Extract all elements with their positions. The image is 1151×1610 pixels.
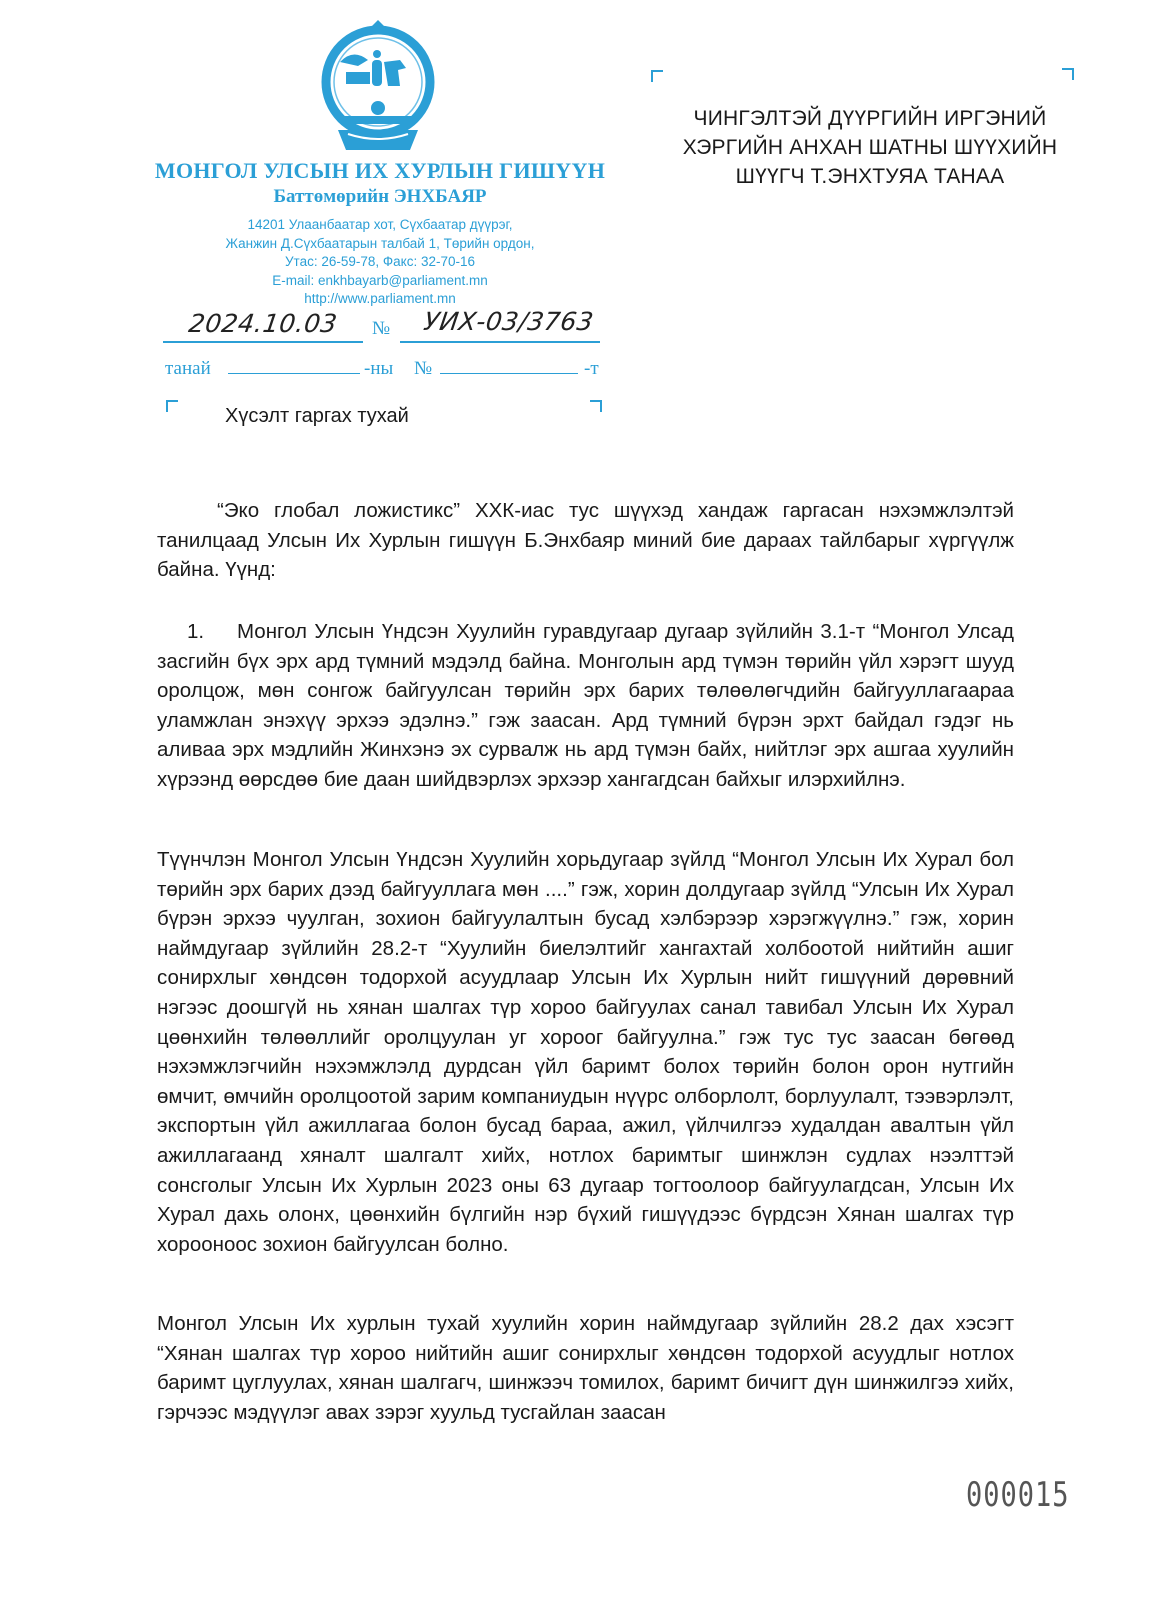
your-suffix: -ны: [364, 358, 394, 379]
page-number-stamp: 000015: [966, 1476, 1070, 1515]
date-field: [163, 311, 363, 343]
address-line: 14201 Улаанбаатар хот, Сүхбаатар дүүрэг,: [247, 217, 513, 232]
list-item-1: [157, 617, 1014, 795]
number-field: [400, 307, 600, 343]
list-item-number: 1.: [187, 620, 205, 643]
paragraph-3-text: Монгол Улсын Их хурлын тухай хуулийн хорин наймдугаар зүйлийн 28.2 дах хэсэгт “Хянан шалгах түр хороо нийтийн ашиг сонирхлыг хөндсөн тодорхой асуудлыг нотлох баримт цуглуулах, хянан шалгагч, шинжээч томилох, баримт бичигт дүн шинжилгээ хийх, гэрчээс мэдүүлэг авах зэрэг хуульд тусгайлан заасан: [157, 1312, 1014, 1424]
intro-paragraph: [157, 496, 1014, 585]
addressee-corner-right: [1062, 68, 1074, 80]
list-item-1-paragraph: [157, 617, 1014, 795]
addressee-line: ШҮҮГЧ Т.ЭНХТУЯА ТАНАА: [735, 165, 1005, 188]
letterhead-name: Баттөмөрийн ЭНХБАЯР: [273, 186, 487, 207]
subject-line: Хүсэлт гаргах тухай: [225, 405, 409, 427]
paragraph-2-text: Түүнчлэн Монгол Улсын Үндсэн Хуулийн хорьдугаар зүйлд “Монгол Улсын Их Хурал бол төрийн эрх барих дээд байгууллага мөн ....” гэж, хорин долдугаар зүйлд “Улсын Их Хурал бүрэн эрхээ чуулган, зохион байгуулалтын бусад хэлбэрээр хэрэгжүүлнэ.” гэж, хорин наймдугаар зүйлийн 28.2-т “Хуулийн биелэлтийг хангахтай холбоотой нийтийн ашиг сонирхлыг хөндсөн тодорхой асуудлаар Улсын Их Хурлын нийт гишүүний дөрөвний нэгээс доошгүй нь хянан шалгах түр хороо байгуулах санал тавибал Улсын Их Хурал цөөнхийн төлөөллийг оролцуулан уг хороог байгуулна.” гэж тус тус заасан бөгөөд нэхэмжлэгчийн нэхэмжлэлд дурдсан үйл баримт болох төрийн болон орон нутгийн өмчит, өмчийн оролцоотой зарим компаниудын нүүрс олборлолт, борлуулалт, тээвэрлэлт, экспортын үйл ажиллагаа болон бусад бараа, ажил, үйлчилгээ худалдан авалтын үйл ажиллагаанд хяналт шалгалт хийх, нотлох баримтыг шинжлэн судлах нээлттэй сонсголыг Улсын Их Хурлын 2023 оны 63 дугаар тогтоолоор байгуулагдсан, Улсын Их Хурал дахь олонх, цөөнхийн бүлгийн нэр бүхий гишүүдээс бүрдсэн Хянан шалгах түр хорооноос зохион байгуулсан болно.: [157, 848, 1014, 1256]
number-label: №: [372, 318, 391, 339]
subject-corner-left: [166, 400, 178, 412]
addressee-line: ЧИНГЭЛТЭЙ ДҮҮРГИЙН ИРГЭНИЙ: [693, 107, 1047, 130]
your-number-line: [440, 373, 578, 374]
handwritten-date: 2024.10.03: [186, 309, 340, 338]
letterhead-title: МОНГОЛ УЛСЫН ИХ ХУРЛЫН ГИШҮҮН: [154, 158, 606, 183]
your-number-label: №: [414, 358, 433, 379]
your-number-suffix: -т: [584, 358, 599, 379]
intro-text: “Эко глобал ложистикс” ХХК-иас тус шүүхэд хандаж гаргасан нэхэмжлэлтэй танилцаад Улсын Их Хурлын гишүүн Б.Энхбаяр миний бие дараах тайлбарыг хүргүүлж байна. Үүнд:: [157, 499, 1014, 582]
state-emblem-icon: [318, 20, 438, 170]
paragraph-2: [157, 845, 1014, 1259]
addressee-line: ХЭРГИЙН АНХАН ШАТНЫ ШҮҮХИЙН: [682, 136, 1058, 159]
addressee-corner-left: [651, 70, 663, 82]
subject-corner-right: [590, 400, 602, 412]
list-item-text: Монгол Улсын Үндсэн Хуулийн гуравдугаар дугаар зүйлийн 3.1-т “Монгол Улсад засгийн бүх эрх ард түмний мэдэлд байна. Монголын ард түмэн төрийн үйл хэрэгт шууд оролцож, мөн сонгож байгуулсан төрийн эрх барих төлөөлөгчдийн байгууллагаараа уламжлан энэхүү эрхээ эдэлнэ.” гэж заасан. Ард түмний бүрэн эрхт байдал гэдэг нь аливаа эрх мэдлийн Жинхэнэ эх сурвалж нь ард түмэн байх, нийтлэг эрх ашгаа хуулийн хүрээнд өөрсдөө бие даан шийдвэрлэх эрхээр хангагдсан байхыг илэрхийлнэ.: [157, 620, 1014, 791]
address-line: Утас: 26-59-78, Факс: 32-70-16: [284, 254, 476, 269]
letterhead-address: [150, 216, 610, 309]
your-label: танай: [165, 358, 211, 379]
address-line: Жанжин Д.Сүхбаатарын талбай 1, Төрийн ордон,: [225, 235, 535, 251]
addressee: [660, 104, 1080, 191]
handwritten-number: УИХ-03/3763: [421, 307, 596, 336]
your-date-line: [228, 373, 360, 374]
address-website: http://www.parliament.mn: [304, 291, 456, 306]
paragraph-3: [157, 1309, 1014, 1427]
address-email: E-mail: enkhbayarb@parliament.mn: [272, 272, 488, 288]
